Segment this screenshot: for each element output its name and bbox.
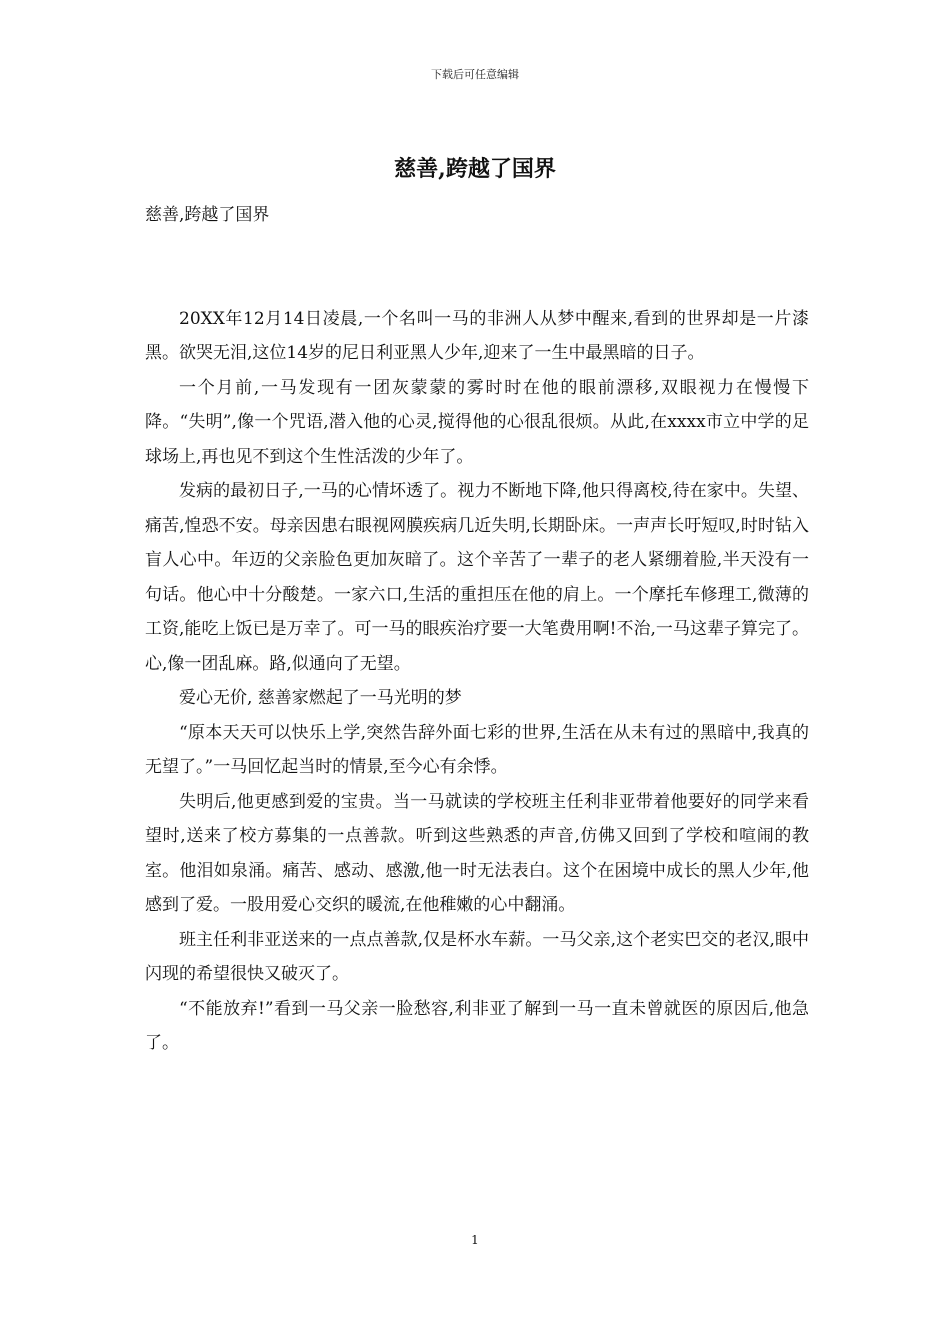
document-title: 慈善,跨越了国界	[394, 156, 556, 182]
paragraph: 一个月前,一马发现有一团灰蒙蒙的雾时时在他的眼前漂移,双眼视力在慢慢下降。“失明”,像一个咒语,潜入他的心灵,搅得他的心很乱很烦。从此,在xxxx市立中学的足球场上,再也见不到这个生性活泼的少年了。	[145, 377, 809, 467]
page-number: 1	[471, 1233, 479, 1247]
paragraph: 20XX年12月14日凌晨,一个名叫一马的非洲人从梦中醒来,看到的世界却是一片漆黑。欲哭无泪,这位14岁的尼日利亚黑人少年,迎来了一生中最黑暗的日子。	[145, 308, 809, 363]
paragraph: 班主任利非亚送来的一点点善款,仅是杯水车薪。一马父亲,这个老实巴交的老汉,眼中闪现的希望很快又破灭了。	[145, 929, 809, 984]
header-note: 下载后可任意编辑	[431, 68, 519, 81]
paragraph: 发病的最初日子,一马的心情坏透了。视力不断地下降,他只得离校,待在家中。失望、痛苦,惶恐不安。母亲因患右眼视网膜疾病几近失明,长期卧床。一声声长吁短叹,时时钻入盲人心中。年迈的父亲脸色更加灰暗了。这个辛苦了一辈子的老人紧绷着脸,半天没有一句话。他心中十分酸楚。一家六口,生活的重担压在他的肩上。一个摩托车修理工,微薄的工资,能吃上饭已是万幸了。可一马的眼疾治疗要一大笔费用啊!不治,一马这辈子算完了。心,像一团乱麻。路,似通向了无望。	[145, 481, 809, 674]
subtitle-line: 慈善,跨越了国界	[145, 205, 270, 225]
paragraph: 失明后,他更感到爱的宝贵。当一马就读的学校班主任利非亚带着他要好的同学来看望时,送来了校方募集的一点善款。听到这些熟悉的声音,仿佛又回到了学校和喧闹的教室。他泪如泉涌。痛苦、感动、感激,他一时无法表白。这个在困境中成长的黑人少年,他感到了爱。一股用爱心交织的暖流,在他稚嫩的心中翻涌。	[145, 791, 809, 915]
section-heading: 爱心无价, 慈善家燃起了一马光明的梦	[179, 688, 462, 708]
paragraph: “不能放弃!”看到一马父亲一脸愁容,利非亚了解到一马一直未曾就医的原因后,他急了。	[145, 998, 809, 1053]
blank-line	[145, 233, 809, 302]
document-body	[145, 198, 809, 1061]
paragraph: “原本天天可以快乐上学,突然告辞外面七彩的世界,生活在从未有过的黑暗中,我真的无望了。”一马回忆起当时的情景,至今心有余悸。	[145, 722, 809, 777]
